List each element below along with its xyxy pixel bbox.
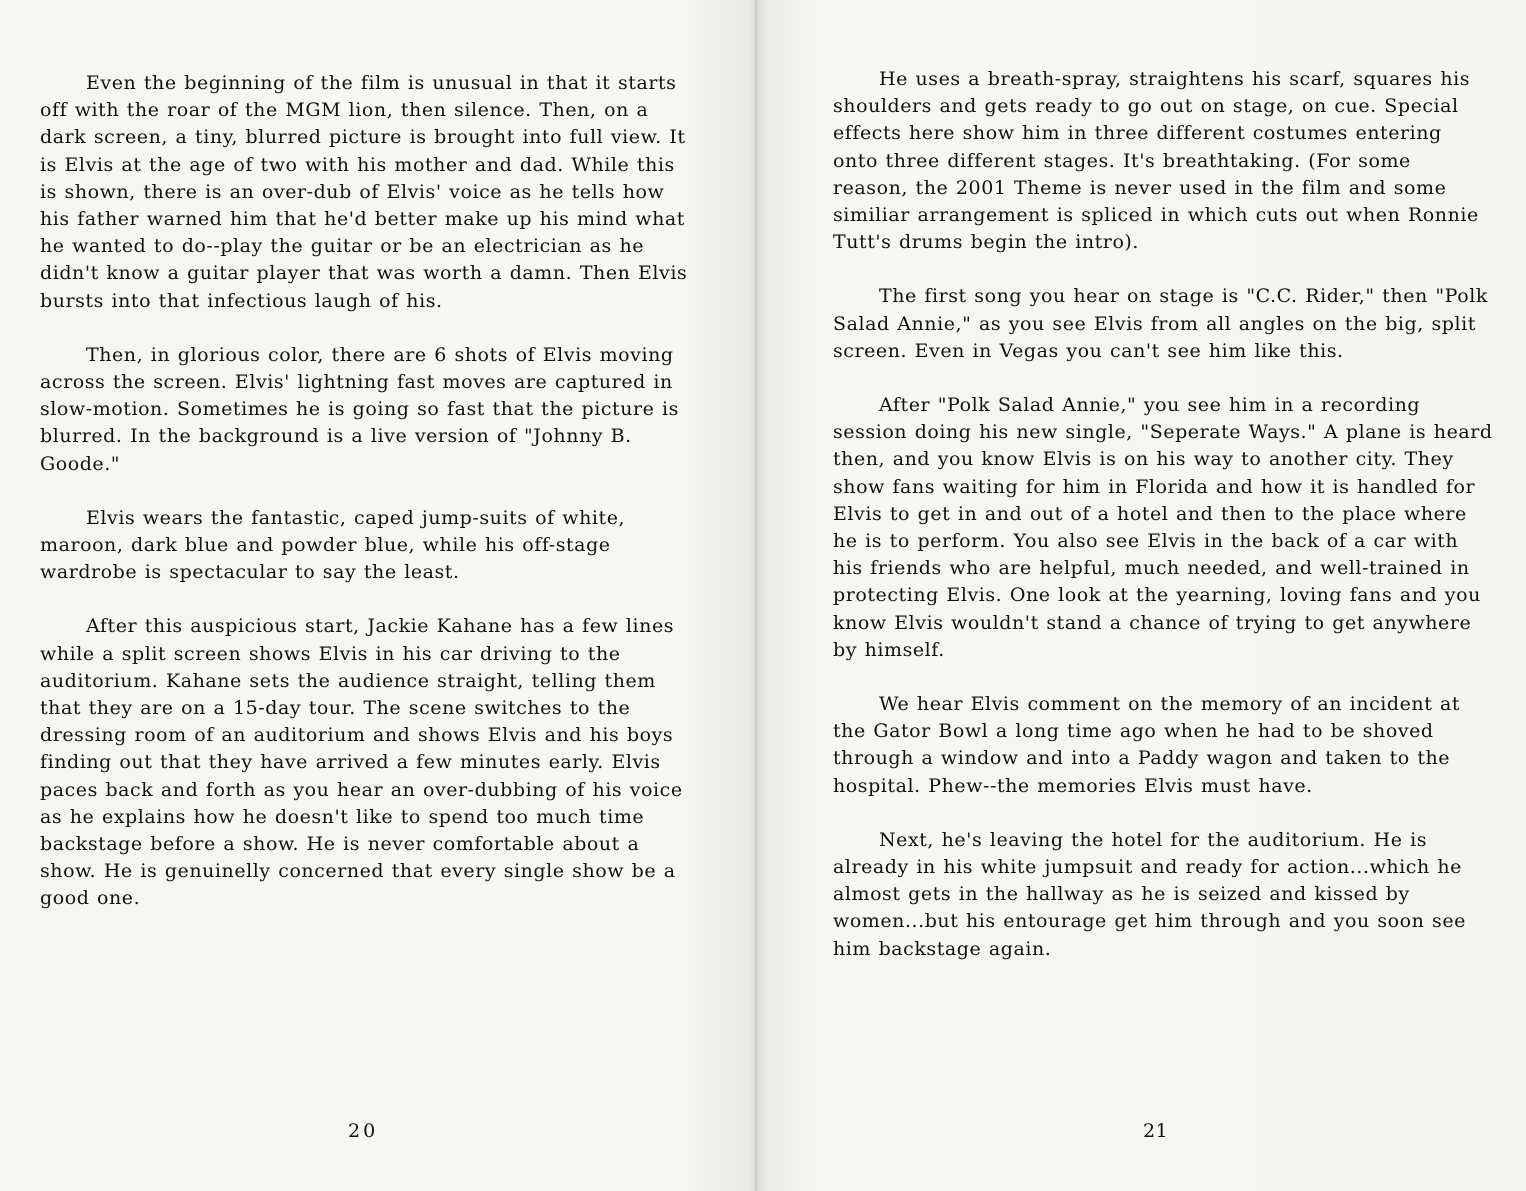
left-page-text xyxy=(40,70,690,940)
left-page-number: 20 xyxy=(348,1120,379,1142)
left-page xyxy=(0,0,757,1191)
left-paragraph-1: Even the beginning of the film is unusual in that it starts off with the roar of the MGM lion, then silence. Then, on a dark screen, a tiny, blurred picture is brought into full view. It is Elvis at the age of two with his mother and dad. While this is shown, there is an over-dub of Elvis' voice as he tells how his father warned him that he'd better make up his mind what he wanted to do--play the guitar or be an electrician as he didn't know a guitar player that was worth a damn. Then Elvis bursts into that infectious laugh of his. xyxy=(40,72,688,312)
right-page-text xyxy=(833,66,1493,990)
right-page-number: 21 xyxy=(1143,1120,1169,1142)
right-paragraph-1: He uses a breath-spray, straightens his scarf, squares his shoulders and gets ready to go out on stage, on cue. Special effects here show him in three different costumes entering onto three different stages. It's breathtaking. (For some reason, the 2001 Theme is never used in the film and some similiar arrangement is spliced in which cuts out when Ronnie Tutt's drums begin the intro). xyxy=(833,68,1479,254)
right-paragraph-2: The first song you hear on stage is "C.C. Rider," then "Polk Salad Annie," as you see Elvis from all angles on the big, split screen. Even in Vegas you can't see him like this. xyxy=(833,285,1488,362)
right-page xyxy=(757,0,1526,1191)
left-paragraph-4: After this auspicious start, Jackie Kahane has a few lines while a split screen shows Elvis in his car driving to the auditorium. Kahane sets the audience straight, telling them that they are on a 15-day tour. The scene switches to the dressing room of an auditorium and shows Elvis and his boys finding out that they have arrived a few minutes early. Elvis paces back and forth as you hear an over-dubbing of his voice as he explains how he doesn't like to spend too much time backstage before a show. He is never comfortable about a show. He is genuinelly concerned that every single show be a good one. xyxy=(40,615,683,910)
right-paragraph-5: Next, he's leaving the hotel for the auditorium. He is already in his white jumpsuit and ready for action...which he almost gets in the hallway as he is seized and kissed by women...but his entourage get him through and you soon see him backstage again. xyxy=(833,828,1466,960)
left-paragraph-3: Elvis wears the fantastic, caped jump-suits of white, maroon, dark blue and powder blue, while his off-stage wardrobe is spectacular to say the least. xyxy=(40,506,626,584)
left-paragraph-2: Then, in glorious color, there are 6 shots of Elvis moving across the screen. Elvis' lightning fast moves are captured in slow-motion. Sometimes he is going so fast that the picture is blurred. In the background is a live version of "Johnny B. Goode." xyxy=(40,343,679,475)
right-paragraph-3: After "Polk Salad Annie," you see him in a recording session doing his new single, "Seperate Ways." A plane is heard then, and you know Elvis is on his way to another city. They show fans waiting for him in Florida and how it is handled for Elvis to get in and out of a hotel and then to the place where he is to perform. You also see Elvis in the back of a car with his friends who are helpful, much needed, and well-trained in protecting Elvis. One look at the yearning, loving fans and you know Elvis wouldn't stand a chance of trying to get anywhere by himself. xyxy=(833,394,1493,661)
right-paragraph-4: We hear Elvis comment on the memory of an incident at the Gator Bowl a long time ago when he had to be shoved through a window and into a Paddy wagon and taken to the hospital. Phew--the memories Elvis must have. xyxy=(833,693,1461,797)
